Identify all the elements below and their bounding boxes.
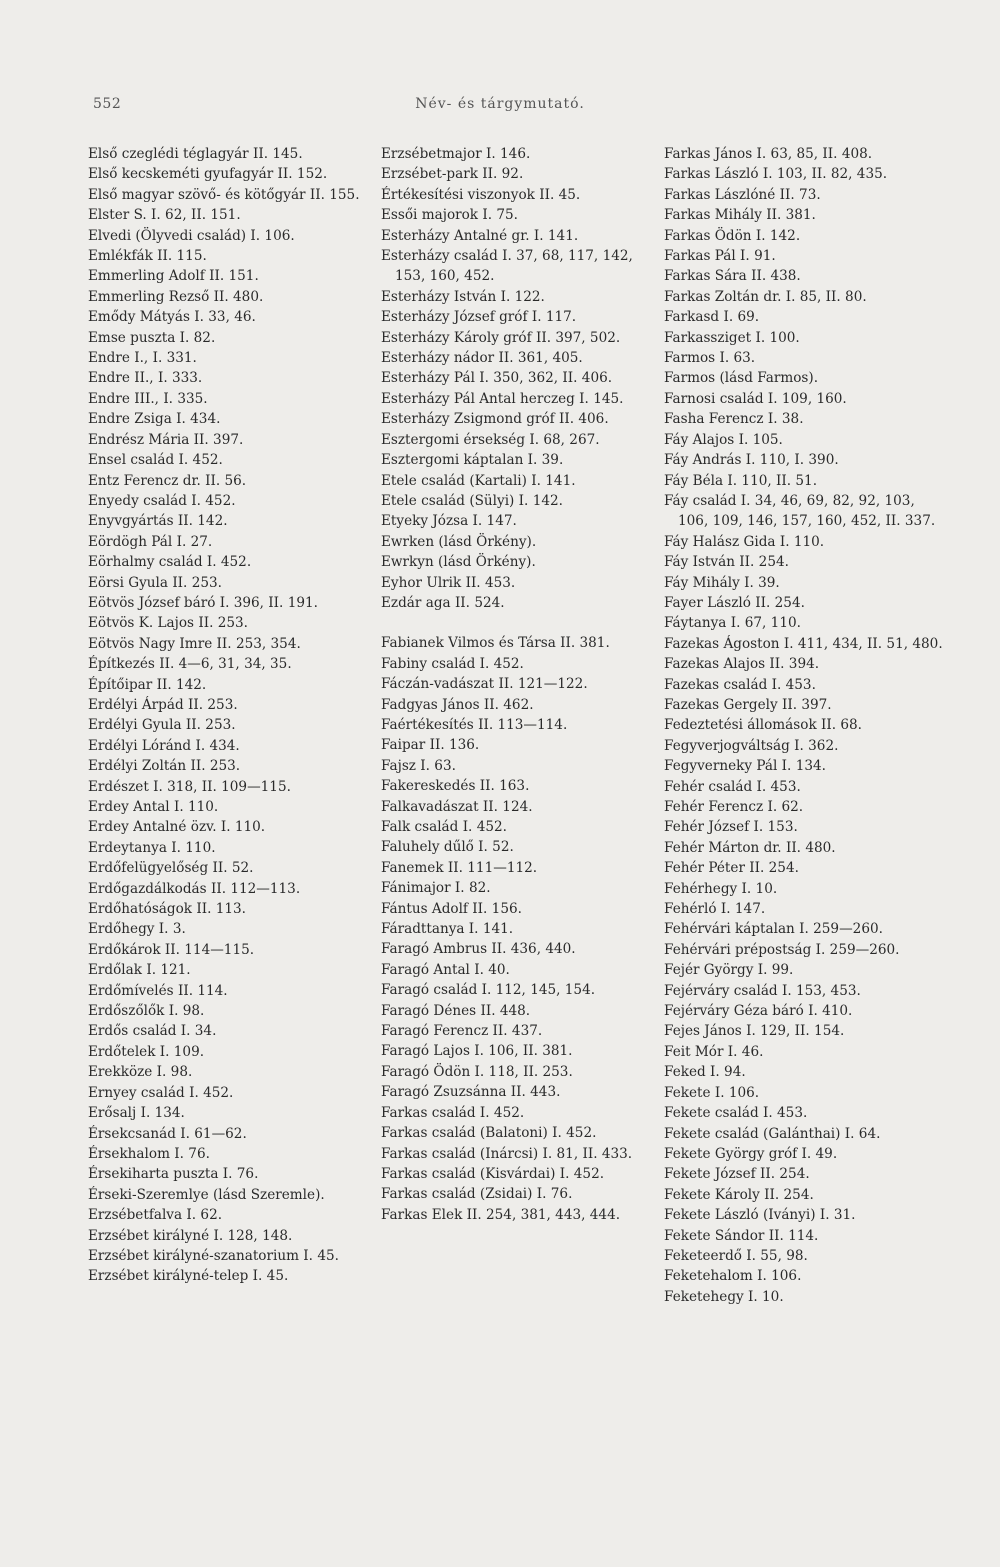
index-entry: Falk család I. 452. <box>381 819 507 835</box>
index-entry: Fáytanya I. 67, 110. <box>664 615 801 632</box>
index-entry: Faragó Ferencz II. 437. <box>381 1023 543 1040</box>
index-entry: Fajsz I. 63. <box>381 757 456 774</box>
index-entry: Fedeztetési állomások II. 68. <box>664 717 862 734</box>
index-entry: Fakereskedés II. 163. <box>381 778 530 795</box>
index-entry: Fazekas család I. 453. <box>664 676 816 693</box>
index-entry: Farkas család I. 452. <box>381 1104 525 1121</box>
index-entry: Erdőhegy I. 3. <box>88 921 186 938</box>
index-entry: Endre Zsiga I. 434. <box>88 411 221 428</box>
index-entry: Esterházy család I. 37, 68, 117, 142, 153, 160, 452. <box>381 248 633 285</box>
index-entry: Eötvös K. Lajos II. 253. <box>88 615 249 632</box>
index-entry: Esterházy Antalné gr. I. 141. <box>381 227 579 244</box>
index-entry: Erdőfelügyelőség II. 52. <box>88 860 254 877</box>
index-entry: Erdeytanya I. 110. <box>88 839 216 856</box>
index-entry: Első magyar szövő- és kötőgyár II. 155. <box>88 186 360 203</box>
index-entry: Fáy család I. 34, 46, 69, 82, 92, 103, 106, 109, 146, 157, 160, 452, II. 337. <box>664 492 936 530</box>
index-entry: Építőipar II. 142. <box>88 676 207 693</box>
index-entry: Érsekiharta puszta I. 76. <box>88 1166 259 1183</box>
index-entry: Farkas család (Balatoni) I. 452. <box>381 1125 597 1142</box>
index-entry: Farnosi család I. 109, 160. <box>664 390 847 407</box>
index-entry: Fazekas Ágoston I. 411, 434, II. 51, 480. <box>664 635 943 652</box>
index-entry: Faragó Zsuzsánna II. 443. <box>381 1084 561 1101</box>
index-entry: Farkas család (Zsidai) I. 76. <box>381 1186 573 1203</box>
index-entry: Esterházy István I. 122. <box>381 288 545 305</box>
index-entry: Ewrkyn (lásd Örkény). <box>381 554 536 571</box>
index-entry: Esterházy Károly gróf II. 397, 502. <box>381 329 621 346</box>
index-entry: Fántus Adolf II. 156. <box>381 900 522 917</box>
index-entry: Farkas Elek II. 254, 381, 443, 444. <box>381 1206 621 1223</box>
index-entry: Farkas Mihály II. 381. <box>664 207 816 224</box>
index-entry: Erdőtelek I. 109. <box>88 1043 205 1060</box>
index-entry: Ewrken (lásd Örkény). <box>381 533 537 550</box>
index-entry: Fasha Ferencz I. 38. <box>664 411 804 428</box>
index-entry: Fekete család I. 453. <box>664 1105 808 1122</box>
index-entry: Értékesítési viszonyok II. 45. <box>381 186 581 203</box>
index-entry: Érsekcsanád I. 61—62. <box>88 1125 247 1142</box>
index-entry: Fazekas Gergely II. 397. <box>664 696 832 713</box>
index-entry: Entz Ferencz dr. II. 56. <box>88 472 247 489</box>
page-number: 552 <box>93 96 122 112</box>
index-entry: Farkas Sára II. 438. <box>664 268 801 285</box>
index-entry: Endre III., I. 335. <box>88 390 208 407</box>
index-entry: Első czeglédi téglagyár II. 145. <box>88 146 303 162</box>
index-entry: Faragó Dénes II. 448. <box>381 1002 531 1019</box>
index-entry: Érseki-Szeremlye (lásd Szeremle). <box>88 1186 325 1203</box>
index-entry: Etele család (Sülyi) I. 142. <box>381 492 563 509</box>
index-entry: Fehér Ferencz I. 62. <box>664 799 804 815</box>
index-entry: Emmerling Adolf II. 151. <box>88 268 259 285</box>
index-entry: Farkas Ödön I. 142. <box>664 227 801 244</box>
index-entry: Farkassziget I. 100. <box>664 329 800 346</box>
index-entry: Első kecskeméti gyufagyár II. 152. <box>88 166 328 183</box>
index-entry: Feked I. 94. <box>664 1064 746 1081</box>
index-entry: Eötvös Nagy Imre II. 253, 354. <box>88 635 301 652</box>
index-entry: Fanemek II. 111—112. <box>381 859 538 876</box>
index-entry: Erzsébet királyné-szanatorium I. 45. <box>88 1247 339 1264</box>
index-entry: Fegyverneky Pál I. 134. <box>664 758 826 775</box>
index-entry: Erdélyi Árpád II. 253. <box>88 696 238 713</box>
index-entry: Fekete József II. 254. <box>664 1166 810 1183</box>
index-entry: Fehérhegy I. 10. <box>664 880 778 897</box>
index-entry: Erdős család I. 34. <box>88 1023 217 1040</box>
index-entry: Endre II., I. 333. <box>88 370 203 387</box>
index-entry: Fáy Alajos I. 105. <box>664 431 783 448</box>
index-column-1 <box>88 144 370 1287</box>
index-entry: Emse puszta I. 82. <box>88 329 216 346</box>
index-entry: Fekete László (Iványi) I. 31. <box>664 1207 856 1224</box>
index-entry: Erekköze I. 98. <box>88 1064 193 1081</box>
index-entry: Farkas család (Kisvárdai) I. 452. <box>381 1165 605 1182</box>
index-entry: Erdőmívelés II. 114. <box>88 982 228 999</box>
index-entry: Faragó Antal I. 40. <box>381 961 510 978</box>
index-entry: Fáy István II. 254. <box>664 554 789 571</box>
index-entry: Fayer László II. 254. <box>664 594 805 611</box>
index-entry: Farmos I. 63. <box>664 350 756 367</box>
index-entry: Eötvös József báró I. 396, II. 191. <box>88 594 318 611</box>
index-entry: Erzsébet királyné-telep I. 45. <box>88 1268 289 1285</box>
index-entry: Faragó Ambrus II. 436, 440. <box>381 941 576 958</box>
index-entry: Elster S. I. 62, II. 151. <box>88 207 241 224</box>
index-entry: Esterházy József gróf I. 117. <box>381 309 577 326</box>
index-entry: Fadgyas János II. 462. <box>381 696 534 713</box>
index-entry: Feketeerdő I. 55, 98. <box>664 1247 808 1264</box>
index-entry: Ezdár aga II. 524. <box>381 594 505 611</box>
index-entry: Fabiny család I. 452. <box>381 655 524 672</box>
index-entry: Faipar II. 136. <box>381 737 480 754</box>
index-entry: Emődy Mátyás I. 33, 46. <box>88 309 256 326</box>
index-entry: Ensel család I. 452. <box>88 452 223 469</box>
index-entry: Fekete I. 106. <box>664 1084 760 1101</box>
index-entry: Enyedy család I. 452. <box>88 492 236 509</box>
index-entry: Etyeky Józsa I. 147. <box>381 513 517 530</box>
index-entry: Fehérvári káptalan I. 259—260. <box>664 921 883 938</box>
index-entry: Eörsi Gyula II. 253. <box>88 574 222 591</box>
index-entry: Fekete Károly II. 254. <box>664 1186 814 1203</box>
index-entry: Faragó Ödön I. 118, II. 253. <box>381 1063 573 1080</box>
index-entry: Farkas László I. 103, II. 82, 435. <box>664 166 888 183</box>
index-entry: Építkezés II. 4—6, 31, 34, 35. <box>88 656 292 673</box>
index-entry: Esterházy Pál Antal herczeg I. 145. <box>381 390 624 407</box>
index-entry: Fekete család (Galánthai) I. 64. <box>664 1125 881 1142</box>
index-entry: Fehér Márton dr. II. 480. <box>664 839 836 856</box>
index-entry: Eördögh Pál I. 27. <box>88 533 213 550</box>
index-entry: Erdélyi Lóránd I. 434. <box>88 737 240 754</box>
index-entry: Eyhor Ulrik II. 453. <box>381 574 516 591</box>
index-entry: Farkas Pál I. 91. <box>664 248 776 265</box>
index-entry: Fehér család I. 453. <box>664 778 801 795</box>
index-entry: Fazekas Alajos II. 394. <box>664 656 820 673</box>
index-column-3 <box>664 144 946 1307</box>
index-entry: Erdélyi Zoltán II. 253. <box>88 758 241 775</box>
index-entry: Fehér Péter II. 254. <box>664 860 799 877</box>
index-entry: Erősalj I. 134. <box>88 1105 185 1122</box>
index-entry: Erdészet I. 318, II. 109—115. <box>88 778 291 795</box>
index-entry: Erzsébetfalva I. 62. <box>88 1207 223 1224</box>
index-entry: Erzsébetmajor I. 146. <box>381 146 531 162</box>
index-entry: Farmos (lásd Farmos). <box>664 370 819 387</box>
index-entry: Farkas család (Inárcsi) I. 81, II. 433. <box>381 1145 633 1162</box>
index-entry: Falkavadászat II. 124. <box>381 798 533 815</box>
index-entry: Erdey Antalné özv. I. 110. <box>88 819 266 836</box>
index-entry: Esterházy Pál I. 350, 362, II. 406. <box>381 370 613 387</box>
index-entry: Fejérváry család I. 153, 453. <box>664 982 861 999</box>
index-entry: Eörhalmy család I. 452. <box>88 554 252 571</box>
index-entry: Fejes János I. 129, II. 154. <box>664 1023 845 1040</box>
index-entry: Fegyverjogváltság I. 362. <box>664 737 839 754</box>
index-entry: Esterházy nádor II. 361, 405. <box>381 350 583 367</box>
index-entry: Erdőhatóságok II. 113. <box>88 901 246 918</box>
index-entry: Fekete György gróf I. 49. <box>664 1145 838 1162</box>
index-entry: Farkas Lászlóné II. 73. <box>664 186 821 203</box>
page-header <box>0 96 1000 116</box>
index-entry: Fáy Béla I. 110, II. 51. <box>664 472 818 489</box>
index-entry: Fáy Mihály I. 39. <box>664 574 780 591</box>
index-entry: Farkas Zoltán dr. I. 85, II. 80. <box>664 288 867 305</box>
index-entry: Erdőlak I. 121. <box>88 962 191 979</box>
index-entry: Erzsébet királyné I. 128, 148. <box>88 1227 293 1244</box>
index-entry: Fáy András I. 110, I. 390. <box>664 452 839 469</box>
index-entry: Fejér György I. 99. <box>664 962 794 979</box>
running-title: Név- és tárgymutató. <box>415 96 585 112</box>
index-entry: Esterházy Zsigmond gróf II. 406. <box>381 411 609 428</box>
index-entry: Fáy Halász Gida I. 110. <box>664 533 825 550</box>
index-entry: Fáradttanya I. 141. <box>381 921 514 938</box>
index-entry: Farkasd I. 69. <box>664 309 760 326</box>
index-entry: Esztergomi káptalan I. 39. <box>381 452 564 469</box>
index-entry: Erdőszőlők I. 98. <box>88 1003 205 1020</box>
index-entry: Faragó Lajos I. 106, II. 381. <box>381 1043 573 1060</box>
index-entry: Feit Mór I. 46. <box>664 1043 764 1060</box>
index-entry: Fehérvári prépostság I. 259—260. <box>664 941 900 958</box>
index-entry: Faértékesítés II. 113—114. <box>381 716 568 733</box>
index-entry: Etele család (Kartali) I. 141. <box>381 472 576 489</box>
index-entry: Endre I., I. 331. <box>88 350 197 367</box>
index-entry: Fekete Sándor II. 114. <box>664 1227 819 1244</box>
index-entry: Enyvgyártás II. 142. <box>88 513 228 530</box>
index-entry: Essői majorok I. 75. <box>381 207 518 224</box>
index-entry: Feketehalom I. 106. <box>664 1268 802 1285</box>
index-entry: Faluhely dűlő I. 52. <box>381 839 514 856</box>
index-entry: Erdélyi Gyula II. 253. <box>88 717 236 734</box>
index-entry: Feketehegy I. 10. <box>664 1288 784 1305</box>
index-entry: Emlékfák II. 115. <box>88 248 207 265</box>
index-entry: Ernyey család I. 452. <box>88 1084 234 1101</box>
index-entry: Fehérló I. 147. <box>664 901 766 918</box>
index-entry: Elvedi (Ölyvedi család) I. 106. <box>88 227 295 244</box>
index-entry: Fabianek Vilmos és Társa II. 381. <box>381 635 610 652</box>
index-entry: Erdőgazdálkodás II. 112—113. <box>88 880 301 897</box>
index-entry: Emmerling Rezső II. 480. <box>88 288 264 305</box>
index-entry: Esztergomi érsekség I. 68, 267. <box>381 431 600 448</box>
index-entry: Fánimajor I. 82. <box>381 880 491 897</box>
index-entry: Erdőkárok II. 114—115. <box>88 941 255 958</box>
index-entry: Faragó család I. 112, 145, 154. <box>381 982 596 999</box>
index-entry: Fehér József I. 153. <box>664 819 798 836</box>
index-entry: Erzsébet-park II. 92. <box>381 166 524 183</box>
index-entry: Fáczán-vadászat II. 121—122. <box>381 676 588 693</box>
index-entry: Fejérváry Géza báró I. 410. <box>664 1003 853 1020</box>
index-entry: Endrész Mária II. 397. <box>88 431 244 448</box>
index-entry: Erdey Antal I. 110. <box>88 799 219 815</box>
index-column-2 <box>381 144 661 1225</box>
index-entry: Farkas János I. 63, 85, II. 408. <box>664 146 873 162</box>
index-entry: Érsekhalom I. 76. <box>88 1145 210 1162</box>
